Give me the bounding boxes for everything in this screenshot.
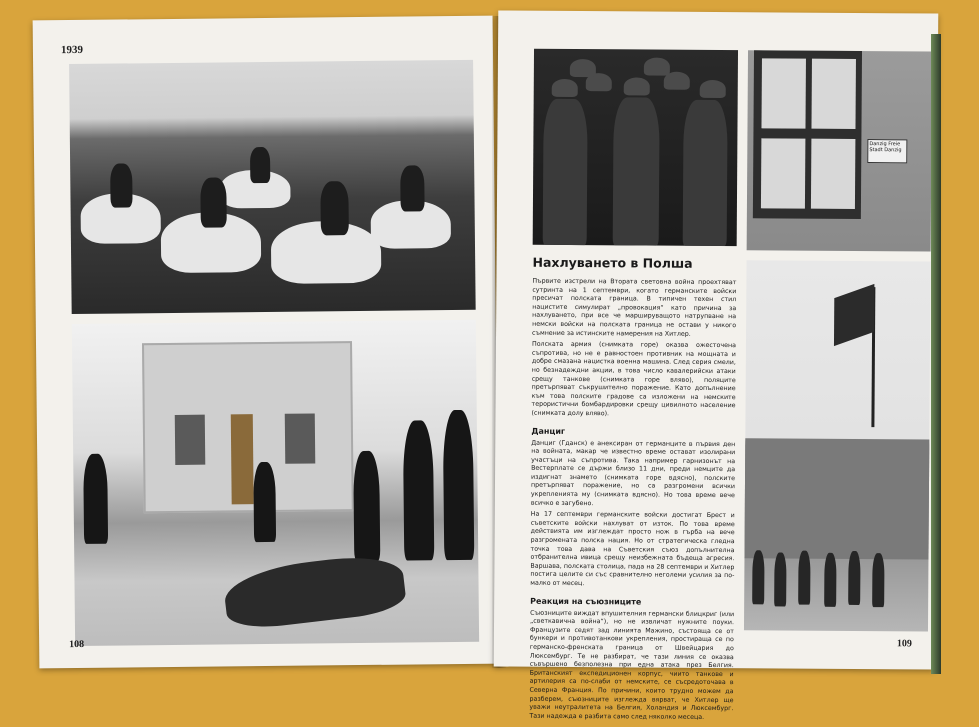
- flag-photo: [744, 260, 931, 631]
- article-paragraph: На 17 септември германските войски достигат Брест и съветските войски нахлуват от изток. По това време действията им изглеждат просто нож в гърба на вече разгромената полска нация. Но от стратегическа гледна точка това дава на Съветския съюз допълнителна отбранителна ивица срещу неизбежната бъдеща агресия. Варшава, полската столица, пада на 28 септември и Хитлер постига целите си със сравнително неголеми усилия за по-малко от месец.: [530, 510, 735, 588]
- section-heading-allies: Реакция на съюзниците: [530, 596, 642, 607]
- article-heading: Нахлуването в Полша: [532, 254, 693, 271]
- article: [529, 255, 736, 726]
- danzig-sign: Danzig Freie Stadt Danzig: [867, 139, 907, 163]
- section-heading-danzig: Данциг: [531, 426, 566, 436]
- window-photo: [747, 50, 932, 251]
- article-paragraph: Полската армия (снимката горе) оказва ожесточена съпротива, но не е равностоен противник на мощната и добре смазана нацистка военна машина. След серия смели, но безнадеждни акции, в това число кавалерийски атаки срещу танкове (снимката горе вляво), поляците претърпяват съкрушително поражение. Като допълнение към това полските градове са изложени на немските терористични бомбардировки срещу цивилното население (снимката долу вляво).: [531, 340, 736, 418]
- street-photo: [72, 320, 479, 646]
- article-paragraph: Първите изстрели на Втората световна война проехтяват сутринта на 1 септември, когато германските войски пресичат полската граница. В типичен техен стил нацистите симулират „провокация“ като причина за нахлуването, при все че маршируващото натрупване на немски войски на полската граница не остави у никого съмнение за истинските намерения на Хитлер.: [532, 277, 737, 338]
- cavalry-photo: [69, 60, 476, 314]
- left-page: [33, 16, 500, 669]
- right-page: [494, 10, 939, 721]
- article-paragraph: Съюзниците виждат впушителния германски блицкриг (или „светкавична война“), но не извличат нужните поуки. Французите седят зад линията Мажино, състояща се от бункери и противотанкови укрепления, простираща се по германско-френската граница от Швейцария до Люксембург. Те не разбират, че тази линия се оказва съвършено безполезна при една атака през Белгия. Британският експедиционен корпус, чиито танкове и артилерия са по-слаби от немските, се съсредоточава в Северна Франция. По причини, които трудно можем да разберем, съюзниците изглежда вярват, че Хитлер ще уважи неутралитета на Белгия, Холандия и Люксембург. Тази надежда е разбита само след няколко месеца.: [529, 609, 735, 721]
- page-year: 1939: [60, 43, 83, 57]
- open-book: [26, 12, 946, 721]
- article-paragraph: Данциг (Гданск) е анексиран от германците в първия ден на войната, макар че известно време остават изолирани участъци на съпротива. Така например гарнизонът на Вестерплате се държи близо 11 дни, преди немците да издигнат знамето (снимката горе вдясно), полските претърпяват поражение, но са разгромени всички укрепленията му (снимката вдясно). Но това време вече всичко е загубено.: [530, 439, 736, 507]
- right-page-number: 109: [896, 638, 912, 650]
- book-cover-edge: [931, 34, 941, 674]
- left-page-number: 108: [69, 638, 85, 651]
- soldiers-photo: [533, 49, 738, 246]
